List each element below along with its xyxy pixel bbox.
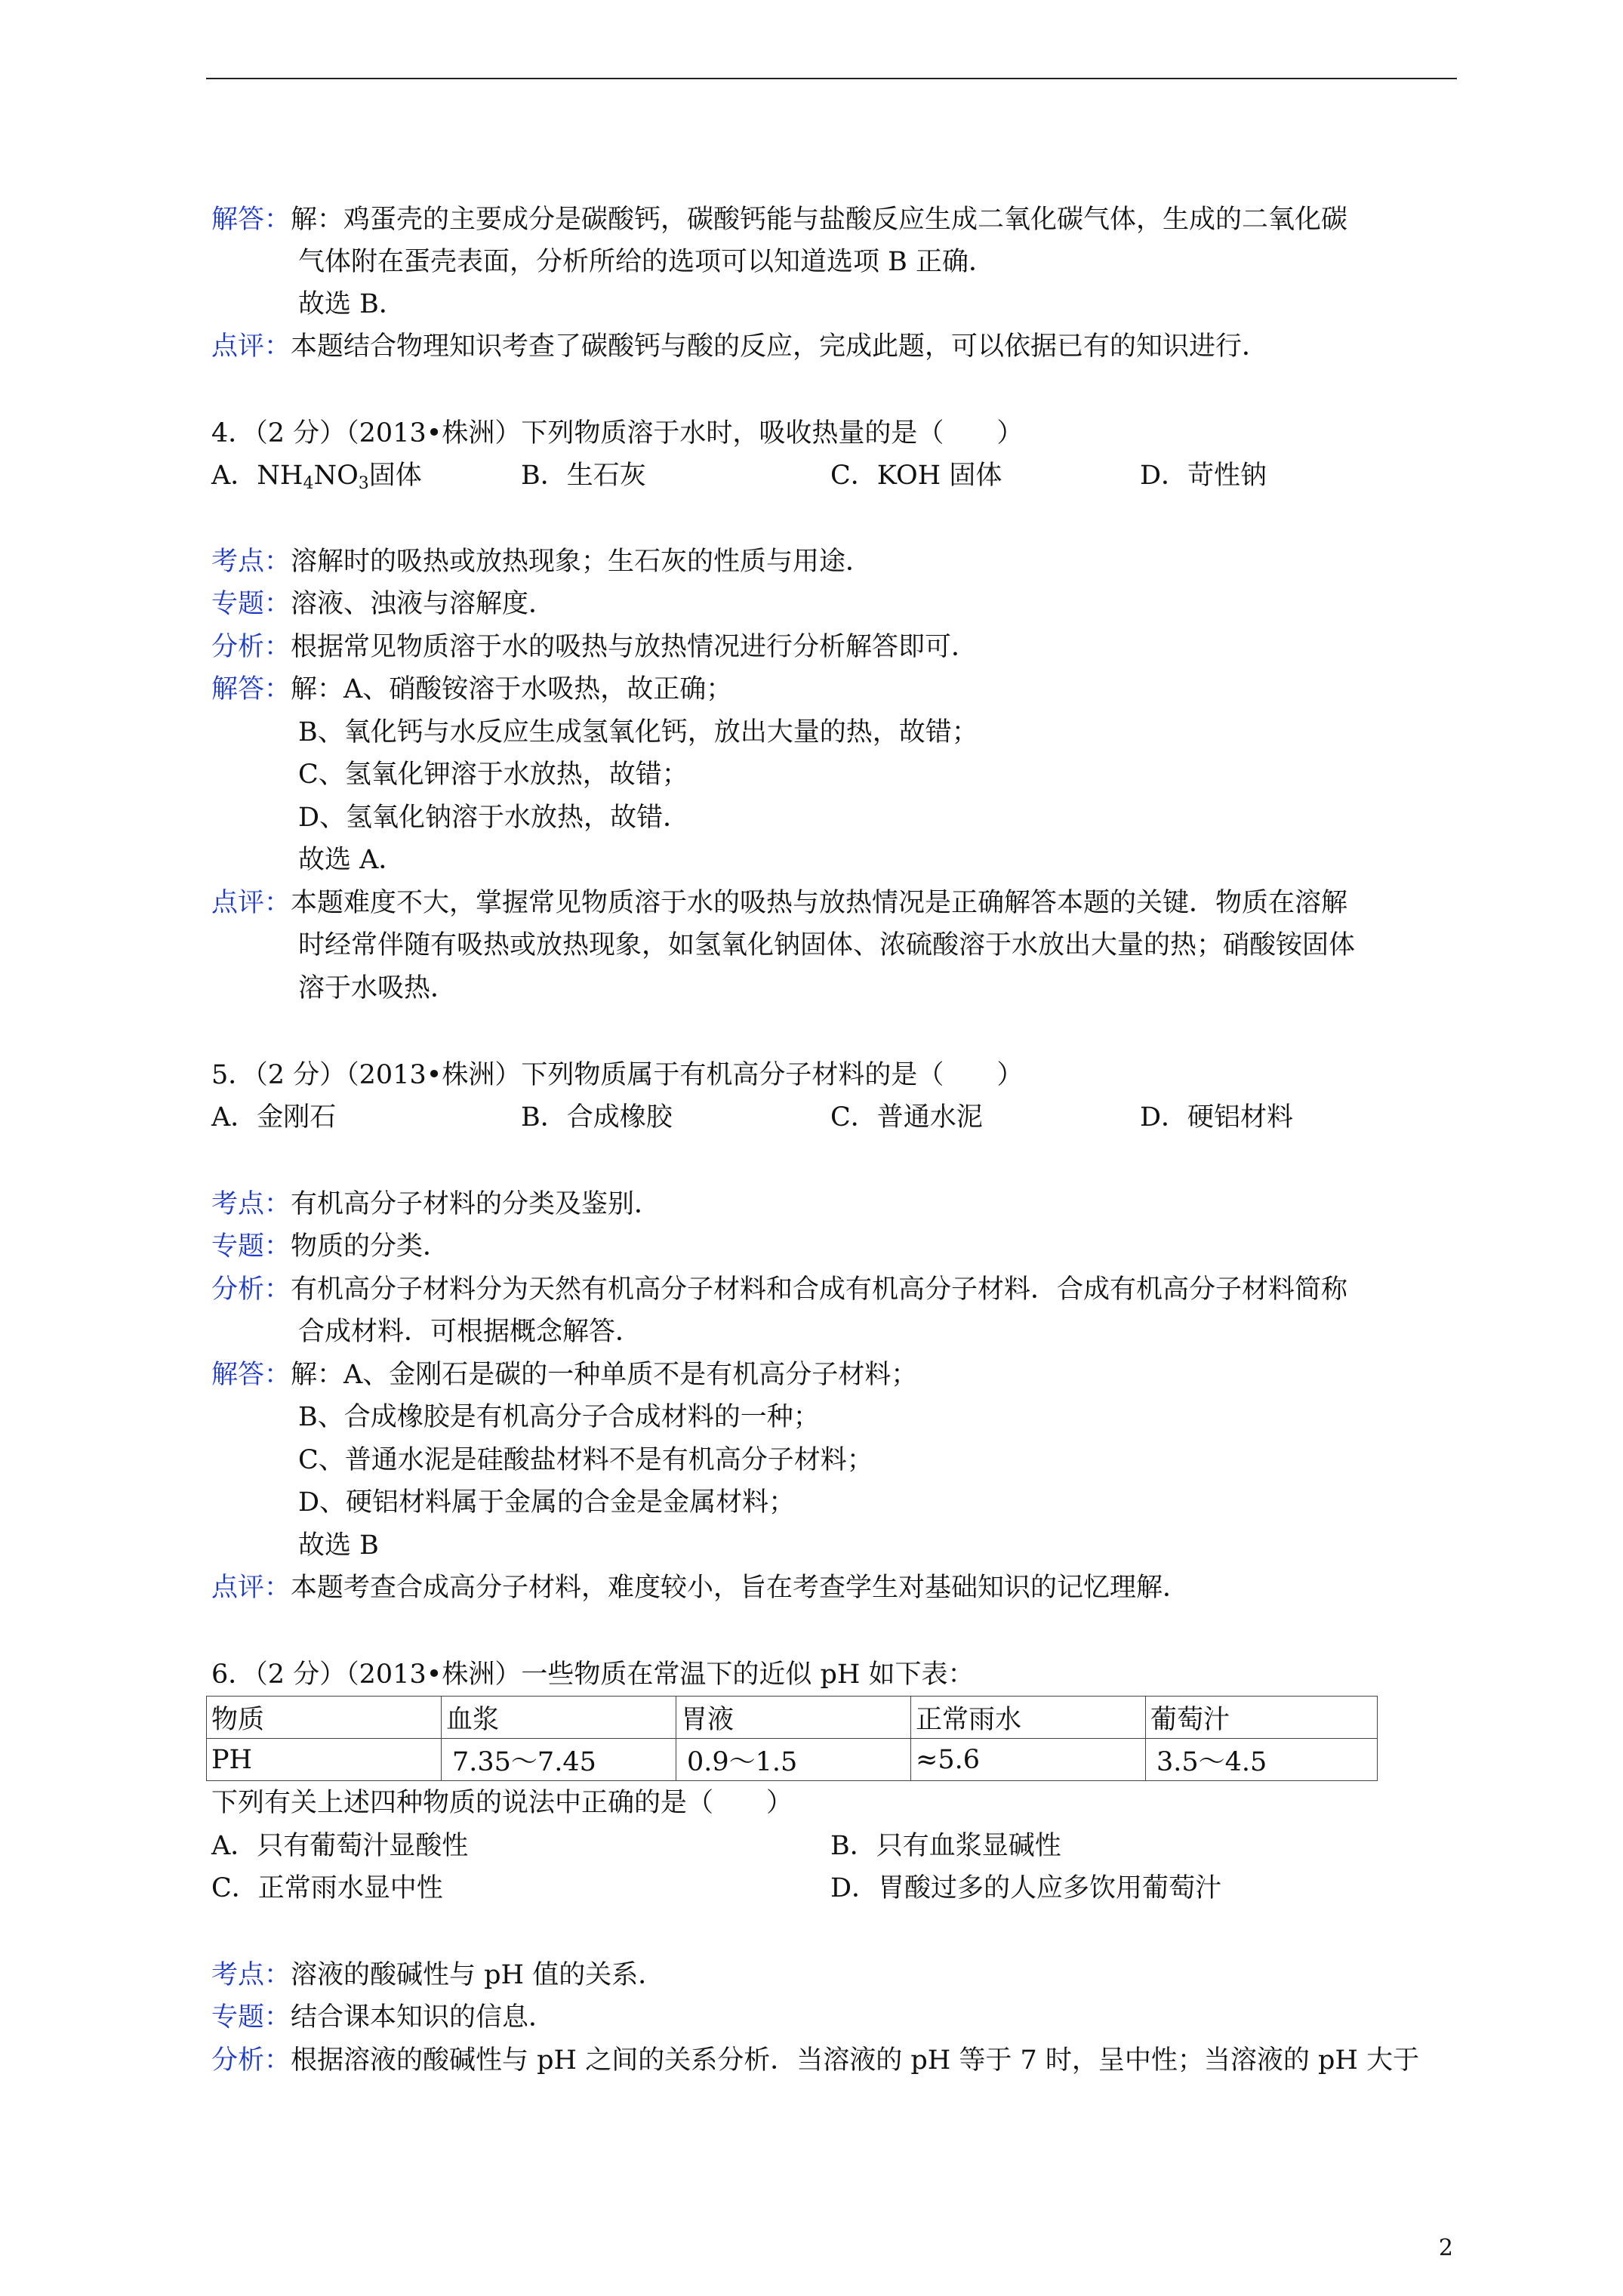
q3-dianping-line-1: 点评：本题结合物理知识考查了碳酸钙与酸的反应，完成此题，可以依据已有的知识进行． — [211, 331, 1269, 362]
q5-option-b: B．合成橡胶 — [521, 1102, 673, 1133]
q4-jieda-line-4: D、氢氧化钠溶于水放热，故错． — [298, 803, 690, 833]
q4-fenxi: 分析：根据常见物质溶于水的吸热与放热情况进行分析解答即可． — [211, 632, 978, 662]
q5-option-d: D．硬铝材料 — [1140, 1102, 1294, 1133]
q5-jieda-line-2: B、合成橡胶是有机高分子合成材料的一种； — [298, 1402, 820, 1432]
q3-jieda-line-2: 气体附在蛋壳表面，分析所给的选项可以知道选项 B 正确． — [298, 247, 995, 277]
q6-option-c: C．正常雨水显中性 — [211, 1873, 443, 1903]
q6-option-d: D．胃酸过多的人应多饮用葡萄汁 — [830, 1873, 1222, 1903]
q4-dianping-line-3: 溶于水吸热． — [298, 973, 457, 1003]
q6-option-a: A．只有葡萄汁显酸性 — [211, 1831, 469, 1861]
ph-table — [206, 1696, 1378, 1781]
table-cell: 胃液 — [676, 1697, 911, 1739]
q6-stem: 6．（2 分）（2013•株洲）一些物质在常温下的近似 pH 如下表： — [211, 1660, 975, 1690]
q4-option-d: D．苛性钠 — [1140, 461, 1267, 491]
page-number: 2 — [1438, 2235, 1453, 2261]
table-cell: ≈5.6 — [911, 1739, 1146, 1781]
q5-fenxi-line-2: 合成材料．可根据概念解答． — [298, 1317, 642, 1347]
q4-jieda-line-1: 解答：解：A、硝酸铵溶于水吸热，故正确； — [211, 674, 733, 704]
q4-zhuanti: 专题：溶液、浊液与溶解度． — [211, 589, 556, 619]
table-cell: 血浆 — [442, 1697, 676, 1739]
q4-dianping-line-1: 点评：本题难度不大，掌握常见物质溶于水的吸热与放热情况是正确解答本题的关键．物质在溶解 — [211, 888, 1348, 918]
q6-kaodian: 考点：溶液的酸碱性与 pH 值的关系． — [211, 1960, 665, 1990]
header-rule — [206, 78, 1457, 79]
table-cell: PH — [207, 1739, 442, 1781]
q5-option-c: C．普通水泥 — [830, 1102, 983, 1133]
q4-kaodian: 考点：溶解时的吸热或放热现象；生石灰的性质与用途． — [211, 547, 873, 577]
q6-sub-stem: 下列有关上述四种物质的说法中正确的是（ ） — [211, 1788, 793, 1818]
q5-jieda-line-4: D、硬铝材料属于金属的合金是金属材料； — [298, 1487, 796, 1518]
q4-dianping-line-2: 时经常伴随有吸热或放热现象，如氢氧化钠固体、浓硫酸溶于水放出大量的热；硝酸铵固体 — [298, 930, 1356, 960]
q5-jieda-line-5: 故选 B — [298, 1530, 379, 1561]
table-cell: 物质 — [207, 1697, 442, 1739]
q5-stem: 5．（2 分）（2013•株洲）下列物质属于有机高分子材料的是（ ） — [211, 1060, 1024, 1090]
q3-jieda-line-3: 故选 B． — [298, 289, 405, 319]
table-cell: 3.5～4.5 — [1146, 1739, 1378, 1781]
table-cell: 正常雨水 — [911, 1697, 1146, 1739]
q6-option-b: B．只有血浆显碱性 — [830, 1831, 1061, 1861]
table-row — [207, 1697, 1378, 1739]
q4-stem: 4．（2 分）（2013•株洲）下列物质溶于水时，吸收热量的是（ ） — [211, 418, 1024, 448]
label-jieda: 解答： — [211, 205, 291, 235]
q5-jieda-line-3: C、普通水泥是硅酸盐材料不是有机高分子材料； — [298, 1445, 873, 1475]
q4-jieda-line-3: C、氢氧化钾溶于水放热，故错； — [298, 760, 688, 790]
table-row — [207, 1739, 1378, 1781]
q5-kaodian: 考点：有机高分子材料的分类及鉴别． — [211, 1189, 661, 1219]
q4-jieda-line-2: B、氧化钙与水反应生成氢氧化钙，放出大量的热，故错； — [298, 717, 978, 747]
q5-dianping-line-1: 点评：本题考查合成高分子材料，难度较小，旨在考查学生对基础知识的记忆理解． — [211, 1573, 1190, 1603]
q4-jieda-line-5: 故选 A． — [298, 845, 405, 875]
q3-jieda-line-1: 解答：解：鸡蛋壳的主要成分是碳酸钙，碳酸钙能与盐酸反应生成二氧化碳气体，生成的二氧化碳 — [211, 205, 1348, 235]
q4-option-b: B．生石灰 — [521, 461, 646, 491]
table-cell: 葡萄汁 — [1146, 1697, 1378, 1739]
q5-zhuanti: 专题：物质的分类． — [211, 1231, 450, 1262]
q6-zhuanti: 专题：结合课本知识的信息． — [211, 2002, 556, 2032]
q4-option-a: A．$NH_4NO_3$固体 — [211, 461, 422, 493]
q5-jieda-line-1: 解答：解：A、金刚石是碳的一种单质不是有机高分子材料； — [211, 1360, 918, 1390]
q6-fenxi-line-1: 分析：根据溶液的酸碱性与 pH 之间的关系分析．当溶液的 pH 等于 7 时，呈中性；当溶液的 pH 大于 — [211, 2045, 1420, 2076]
table-cell: 0.9～1.5 — [676, 1739, 911, 1781]
q5-fenxi-line-1: 分析：有机高分子材料分为天然有机高分子材料和合成有机高分子材料．合成有机高分子材料简称 — [211, 1274, 1348, 1305]
label-dianping: 点评： — [211, 331, 291, 362]
q4-option-c: C．KOH 固体 — [830, 461, 1002, 491]
table-cell: 7.35～7.45 — [442, 1739, 676, 1781]
q5-option-a: A．金刚石 — [211, 1102, 337, 1133]
